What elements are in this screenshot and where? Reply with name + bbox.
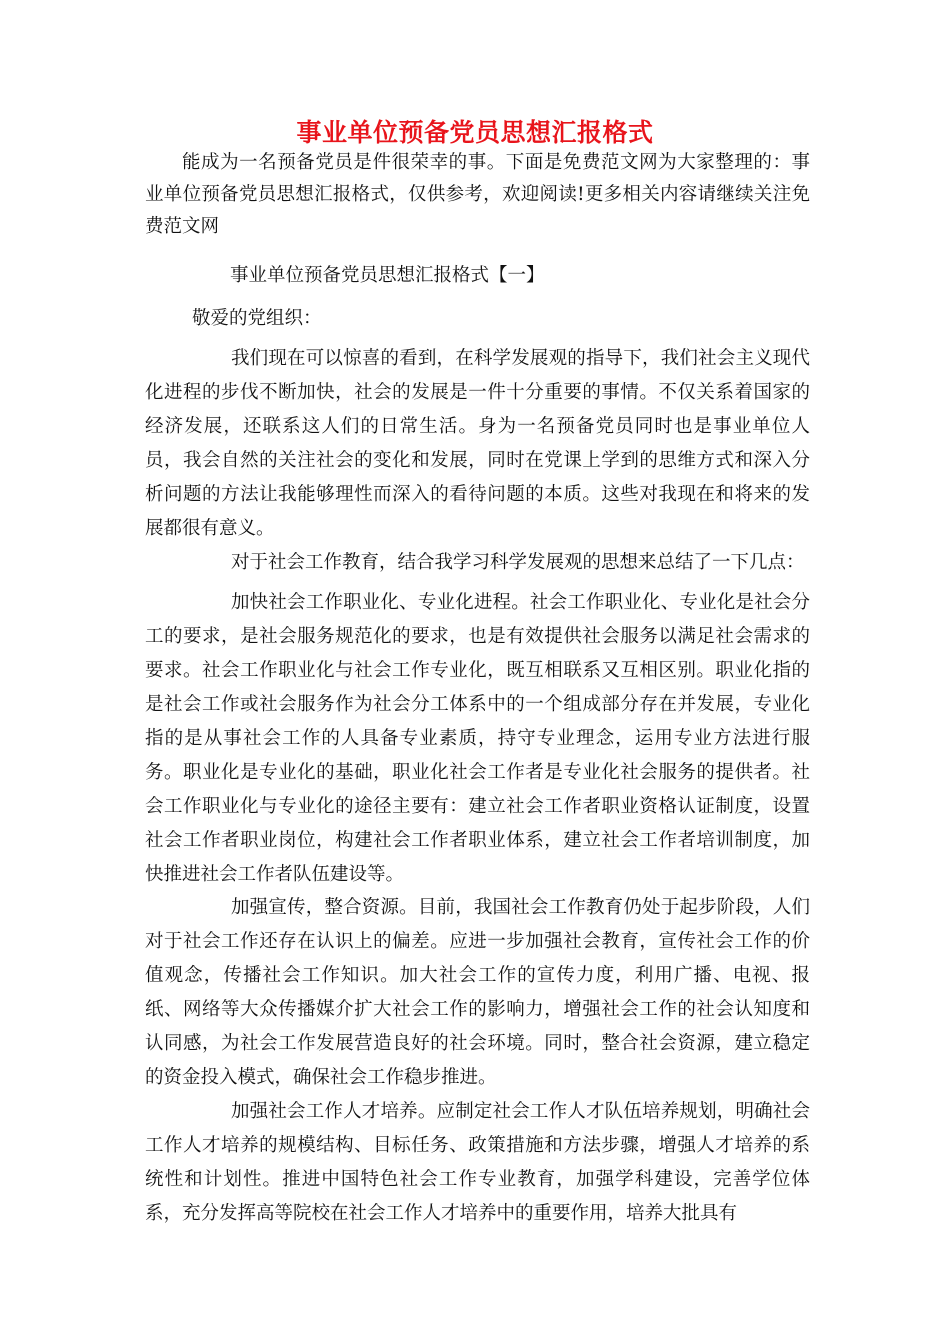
section-heading: 事业单位预备党员思想汇报格式【一】: [230, 265, 545, 286]
intro-paragraph: 能成为一名预备党员是件很荣幸的事。下面是免费范文网为大家整理的：事业单位预备党员思想汇报格式，仅供参考，欢迎阅读!更多相关内容请继续关注免费范文网: [145, 152, 810, 237]
document-title: 事业单位预备党员思想汇报格式: [296, 118, 654, 147]
body-paragraph: 对于社会工作教育，结合我学习科学发展观的思想来总结了一下几点：: [231, 552, 805, 573]
body-paragraph: 加强社会工作人才培养。应制定社会工作人才队伍培养规划，明确社会工作人才培养的规模结构、目标任务、政策措施和方法步骤，增强人才培养的系统性和计划性。推进中国特色社会工作专业教育，加强学科建设，完善学位体系，充分发挥高等院校在社会工作人才培养中的重要作用，培养大批具有: [145, 1101, 810, 1224]
salutation: 敬爱的党组织：: [192, 308, 322, 329]
body-paragraph: 加强宣传，整合资源。目前，我国社会工作教育仍处于起步阶段，人们对于社会工作还存在认识上的偏差。应进一步加强社会教育，宣传社会工作的价值观念，传播社会工作知识。加大社会工作的宣传力度，利用广播、电视、报纸、网络等大众传播媒介扩大社会工作的影响力，增强社会工作的社会认知度和认同感，为社会工作发展营造良好的社会环境。同时，整合社会资源，建立稳定的资金投入模式，确保社会工作稳步推进。: [145, 897, 810, 1088]
body-paragraph: 我们现在可以惊喜的看到，在科学发展观的指导下，我们社会主义现代化进程的步伐不断加快，社会的发展是一件十分重要的事情。不仅关系着国家的经济发展，还联系这人们的日常生活。身为一名预备党员同时也是事业单位人员，我会自然的关注社会的变化和发展，同时在党课上学到的思维方式和深入分析问题的方法让我能够理性而深入的看待问题的本质。这些对我现在和将来的发展都很有意义。: [145, 348, 810, 539]
body-paragraph: 加快社会工作职业化、专业化进程。社会工作职业化、专业化是社会分工的要求，是社会服务规范化的要求，也是有效提供社会服务以满足社会需求的要求。社会工作职业化与社会工作专业化，既互相联系又互相区别。职业化指的是社会工作或社会服务作为社会分工体系中的一个组成部分存在并发展，专业化指的是从事社会工作的人具备专业素质，持守专业理念，运用专业方法进行服务。职业化是专业化的基础，职业化社会工作者是专业化社会服务的提供者。社会工作职业化与专业化的途径主要有：建立社会工作者职业资格认证制度，设置社会工作者职业岗位，构建社会工作者职业体系，建立社会工作者培训制度，加快推进社会工作者队伍建设等。: [145, 592, 810, 885]
